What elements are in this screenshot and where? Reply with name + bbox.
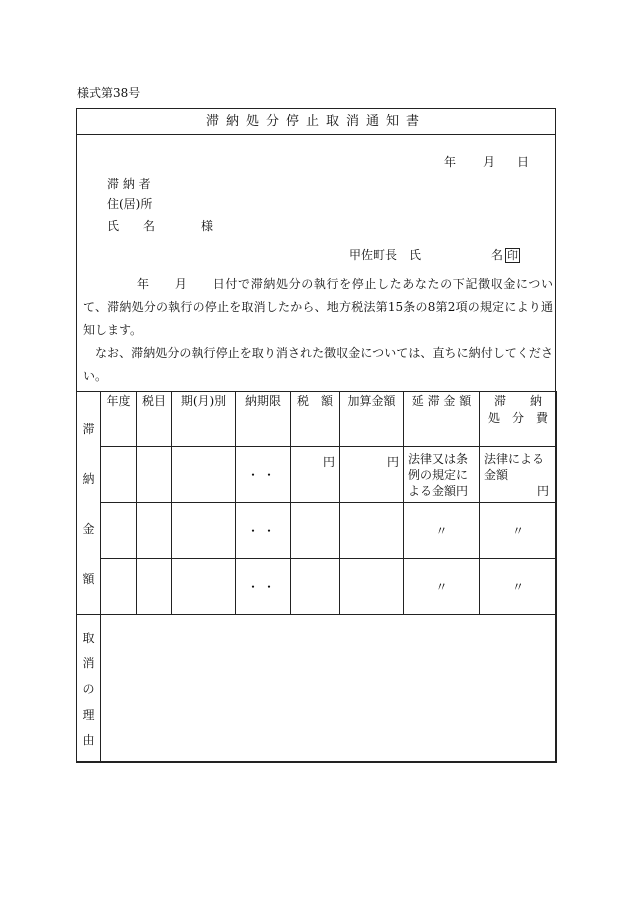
- issuer-name-label: [491, 246, 520, 263]
- header-surcharge: 加算金額: [340, 392, 404, 447]
- name-label: 氏 名: [107, 219, 156, 233]
- cell-late-fee-ditto: 〃: [404, 503, 480, 559]
- side-char: 由: [82, 733, 95, 748]
- side-char: 消: [82, 656, 95, 671]
- cell-late-fee: 法律又は条例の規定による金額円: [404, 447, 480, 503]
- cell-disposal-fee: [480, 447, 557, 503]
- side-char: 理: [82, 707, 95, 722]
- cell-due-date: ・・: [236, 447, 291, 503]
- cell-period: [172, 559, 236, 615]
- date-year-label: 年: [444, 155, 457, 169]
- amount-table: [76, 391, 557, 763]
- address-label: 住(居)所: [107, 197, 153, 211]
- side-label-reason: [77, 615, 101, 763]
- table-row: [77, 447, 557, 503]
- cell-tax-item: [137, 503, 172, 559]
- cell-tax-amount: [291, 559, 340, 615]
- issuer-name-text: 名: [491, 248, 504, 262]
- header-late-fee: 延 滞 金 額: [404, 392, 480, 447]
- date-day-label: 日: [517, 155, 530, 169]
- table-header-row: [77, 392, 557, 447]
- reason-row: [77, 615, 557, 763]
- disposal-note: 法律による金額: [484, 452, 545, 482]
- cell-year: [101, 503, 137, 559]
- body-paragraph-2: なお、滞納処分の執行停止を取り消された徴収金については、直ちに納付してください。: [83, 346, 553, 383]
- side-char: 納: [82, 471, 95, 486]
- side-char: 滞: [82, 421, 95, 436]
- header-disposal-fee: [480, 392, 557, 447]
- side-char: 金: [82, 521, 95, 536]
- header-due-date: 納期限: [236, 392, 291, 447]
- cell-disposal-fee-ditto: 〃: [480, 503, 557, 559]
- reason-field[interactable]: [101, 615, 557, 763]
- cell-surcharge: [340, 503, 404, 559]
- date-month-label: 月: [483, 155, 496, 169]
- honorific: 様: [201, 219, 214, 233]
- cell-year: [101, 447, 137, 503]
- header-disposal-fee-line1: 滞 納: [493, 394, 542, 408]
- notice-body: [83, 273, 553, 388]
- table-row: [77, 559, 557, 615]
- header-disposal-fee-line2: 処 分 費: [487, 411, 548, 425]
- header-tax-item: 税目: [137, 392, 172, 447]
- cell-disposal-fee-ditto: 〃: [480, 559, 557, 615]
- cell-tax-amount: [291, 503, 340, 559]
- seal-icon: 印: [507, 249, 519, 262]
- header-period: 期(月)別: [172, 392, 236, 447]
- cell-late-fee-ditto: 〃: [404, 559, 480, 615]
- form-title: 滞納処分停止取消通知書: [77, 109, 555, 135]
- delinquent-label: 滞 納 者: [107, 177, 151, 191]
- issuer-title: 甲佐町長 氏: [349, 248, 422, 262]
- form-number: 様式第38号: [77, 86, 141, 100]
- notice-form: [76, 108, 556, 762]
- cell-tax-amount: 円: [291, 447, 340, 503]
- cell-surcharge: 円: [340, 447, 404, 503]
- side-char: 取: [82, 630, 95, 645]
- side-char: の: [82, 681, 95, 696]
- cell-due-date: ・・: [236, 503, 291, 559]
- header-year: 年度: [101, 392, 137, 447]
- cell-year: [101, 559, 137, 615]
- side-label-amount: [77, 392, 101, 615]
- cell-surcharge: [340, 559, 404, 615]
- cell-period: [172, 447, 236, 503]
- cell-period: [172, 503, 236, 559]
- header-tax-amount: 税 額: [291, 392, 340, 447]
- disposal-yen: 円: [536, 484, 549, 498]
- side-char: 額: [82, 571, 95, 586]
- cell-due-date: ・・: [236, 559, 291, 615]
- cell-tax-item: [137, 447, 172, 503]
- cell-tax-item: [137, 559, 172, 615]
- table-row: [77, 503, 557, 559]
- body-paragraph-1: 年 月 日付で滞納処分の執行を停止したあなたの下記徴収金について、滞納処分の執行の停止を取消したから、地方税法第15条の8第2項の規定により通知します。: [83, 277, 553, 337]
